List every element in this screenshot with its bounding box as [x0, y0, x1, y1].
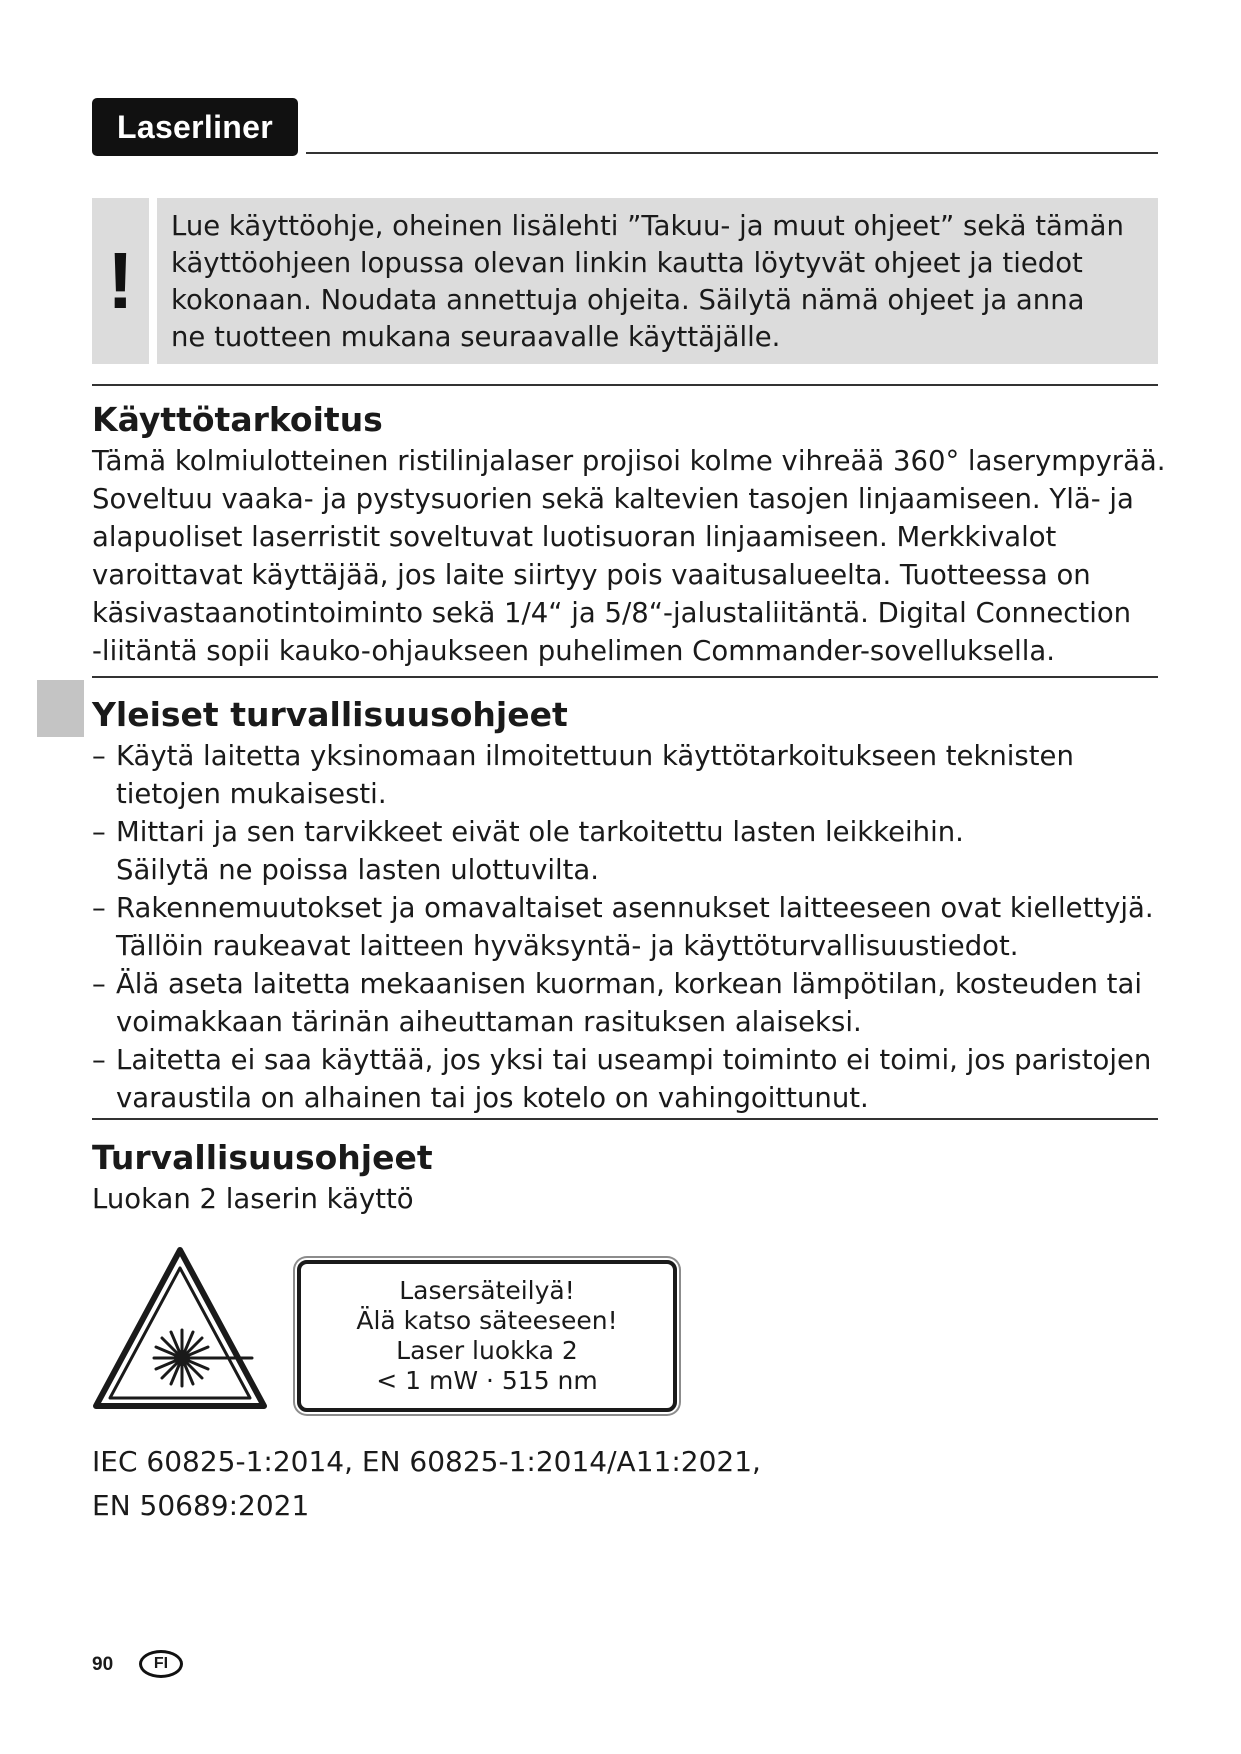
page-number: 90 — [92, 1654, 114, 1675]
list-item: – Laitetta ei saa käyttää, jos yksi tai useampi toiminto ei toimi, jos paristojen varaustila on alhainen tai jos kotelo on vahingoittunut. — [92, 1041, 1172, 1117]
section-divider — [92, 384, 1158, 386]
label-line: Laser luokka 2 — [396, 1336, 578, 1365]
standards-text: IEC 60825-1:2014, EN 60825-1:2014/A11:2021, EN 50689:2021 — [92, 1445, 761, 1522]
exclamation-icon: ! — [92, 198, 149, 364]
purpose-text: Tämä kolmiulotteinen ristilinjalaser projisoi kolme vihreää 360° laserympyrää. Soveltuu vaaka- ja pystysuorien sekä kaltevien tasojen linjaamiseen. Ylä- ja alapuoliset laserristit soveltuvat luotisuoran linjaamiseen. Merkkivalot varoittavat käyttäjää, jos laite siirtyy pois vaaitusalueelta. Tuotteessa on käsivastaanotintoiminto sekä 1/4“ ja 5/8“-jalustaliitäntä. Digital Connection -liitäntä sopii kauko-ohjaukseen puhelimen Commander-sovelluksella. — [92, 445, 1166, 667]
list-item: – Älä aseta laitetta mekaanisen kuorman, korkean lämpötilan, kosteuden tai voimakkaan tärinän aiheuttaman rasituksen alaiseksi. — [92, 965, 1172, 1041]
general-safety-section — [92, 693, 1172, 1117]
brand-logo: Laserliner — [92, 98, 298, 156]
language-badge: FI — [139, 1650, 183, 1678]
label-line: < 1 mW · 515 nm — [376, 1366, 598, 1395]
laser-warning-triangle-icon — [92, 1246, 268, 1412]
section-divider — [92, 1118, 1158, 1120]
list-item: – Mittari ja sen tarvikkeet eivät ole tarkoitettu lasten leikkeihin. Säilytä ne poissa lasten ulottuvilta. — [92, 813, 1172, 889]
section-divider — [92, 676, 1158, 678]
list-item: – Rakennemuutokset ja omavaltaiset asennukset laitteeseen ovat kiellettyjä. Tällöin raukeavat laitteen hyväksyntä- ja käyttöturvallisuustiedot. — [92, 889, 1172, 965]
safety-subheading: Luokan 2 laserin käyttö — [92, 1183, 414, 1215]
list-item: – Käytä laitetta yksinomaan ilmoitettuun käyttötarkoitukseen teknisten tietojen mukaisesti. — [92, 737, 1172, 813]
general-safety-heading: Yleiset turvallisuusohjeet — [92, 695, 568, 734]
safety-heading: Turvallisuusohjeet — [92, 1138, 433, 1177]
general-safety-list — [92, 737, 1172, 1117]
purpose-heading: Käyttötarkoitus — [92, 400, 383, 439]
purpose-section — [92, 398, 1172, 670]
laser-class-label — [297, 1260, 677, 1412]
notice-box — [157, 198, 1158, 364]
notice-text: Lue käyttöohje, oheinen lisälehti ”Takuu- ja muut ohjeet” sekä tämän käyttöohjeen lopussa olevan linkin kautta löytyvät ohjeet ja tiedot kokonaan. Noudata annettuja ohjeita. Säilytä nämä ohjeet ja anna ne tuotteen mukana seuraavalle käyttäjälle. — [171, 210, 1124, 353]
label-line: Lasersäteilyä! — [399, 1276, 575, 1305]
label-line: Älä katso säteeseen! — [356, 1306, 618, 1335]
safety-section — [92, 1136, 1172, 1218]
header-divider — [306, 152, 1158, 154]
side-tab-marker — [37, 680, 84, 737]
